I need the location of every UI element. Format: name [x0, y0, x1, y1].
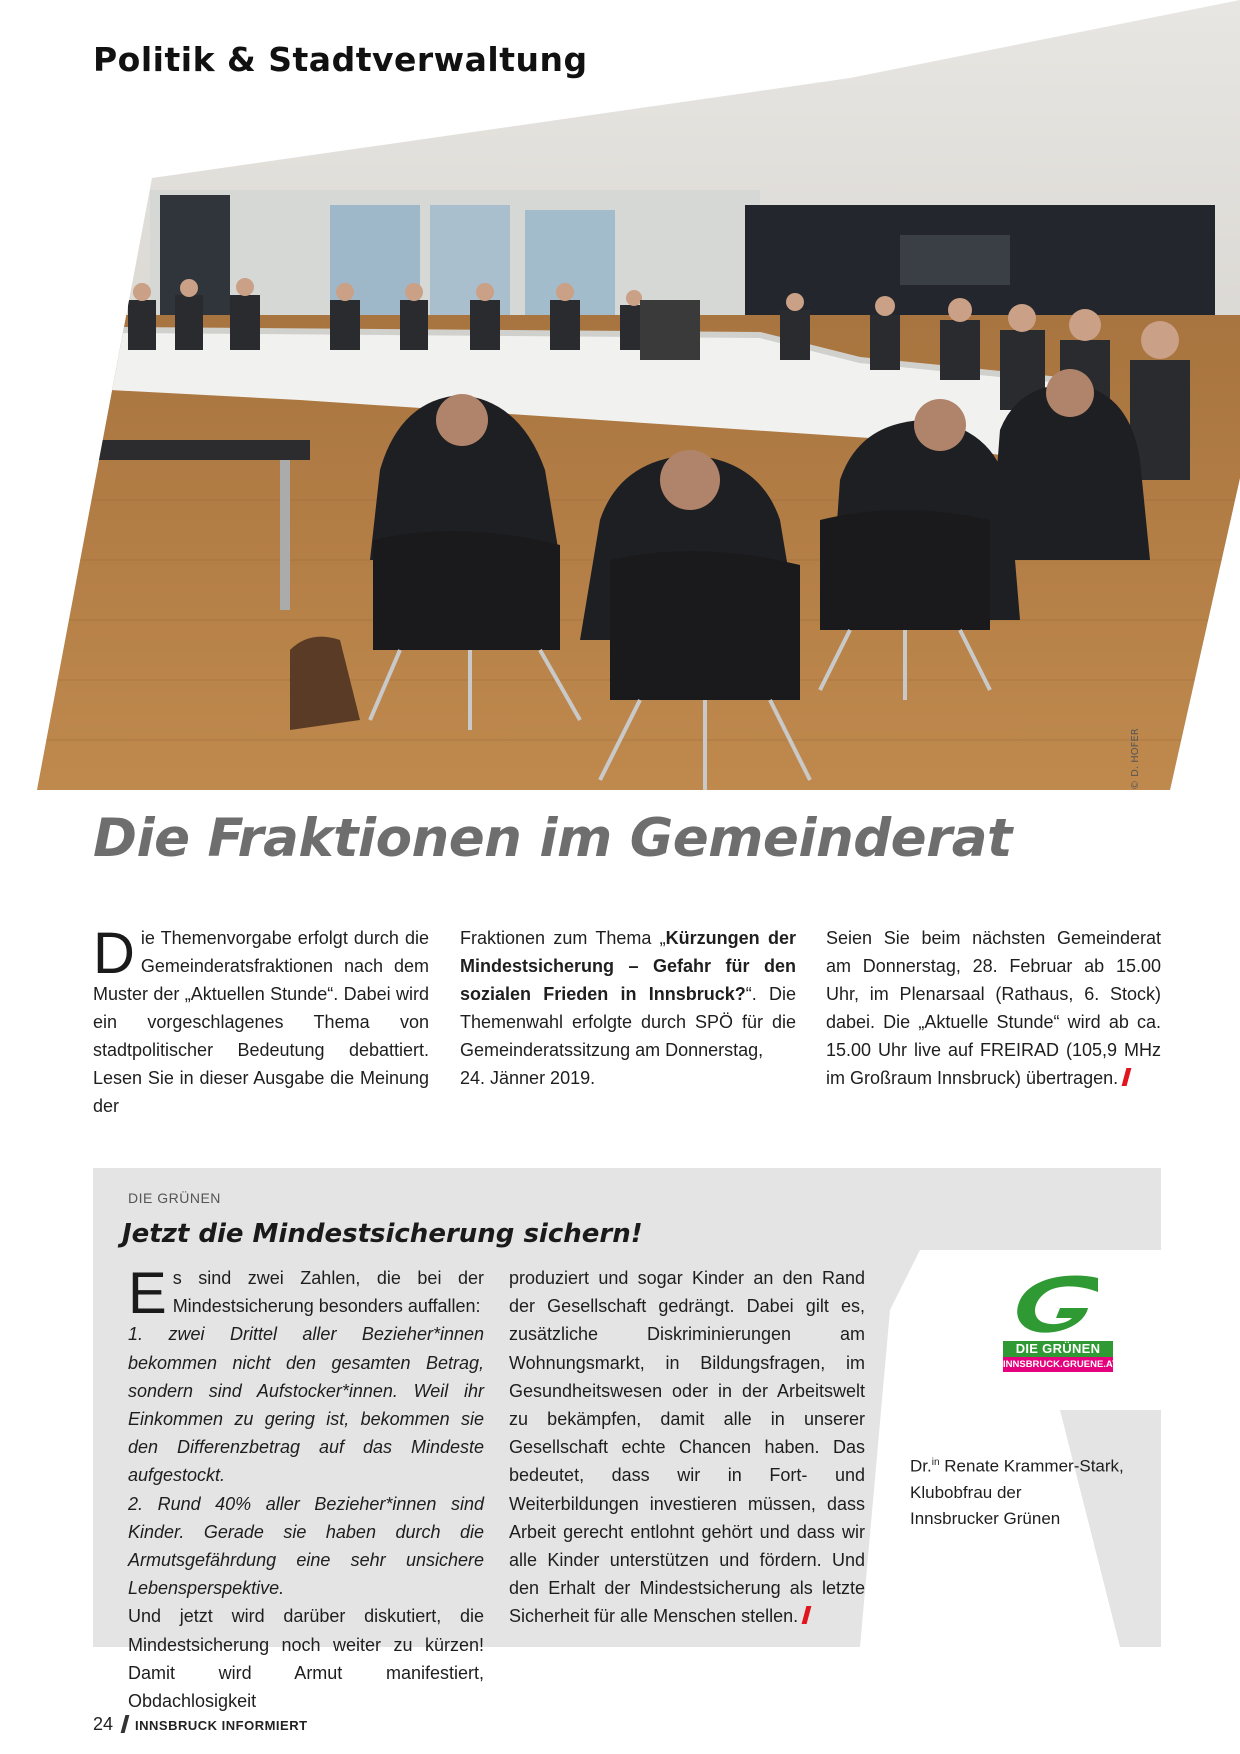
author-org: Innsbrucker Grünen	[910, 1508, 1061, 1528]
footer-slash-icon	[121, 1715, 130, 1733]
column-3-text: Seien Sie beim nächsten Gemeinderat am Donnerstag, 28. Februar ab 15.00 Uhr, im Plenarsaal (Rathaus, 6. Stock) dabei. Die „Aktuelle Stunde“ wird ab ca. 15.00 Uhr live auf FREIRAD (105,9 MHz im Großraum Innsbruck) übertragen.	[826, 928, 1161, 1088]
article-column-2	[460, 924, 796, 1092]
author-role: Klubobfrau der	[910, 1482, 1022, 1502]
logo-url: INNSBRUCK.GRUENE.AT	[1003, 1359, 1118, 1370]
column-2-text-after: “. Die Themenwahl erfolgte durch SPÖ für die Gemeinderatssitzung am Donnerstag,	[460, 984, 796, 1060]
statement-column-1	[128, 1261, 484, 1715]
statement-body-1: Und jetzt wird darüber diskutiert, die Mindestsicherung noch weiter zu kürzen! Damit wird Armut manifestiert, Obdachlosigkeit	[128, 1606, 484, 1712]
author-name: Renate Krammer-Stark,	[939, 1456, 1124, 1476]
dropcap: D	[93, 921, 135, 986]
section-header: Politik & Stadtverwaltung	[93, 40, 588, 79]
author-credit	[910, 1450, 1124, 1532]
statement-point-1: 1. zwei Drittel aller Bezieher*innen bekommen nicht den gesamten Betrag, sondern sind Aufstocker*innen. Weil ihr Einkommen zu gering ist, bekommen sie den Differenzbetrag auf das Mindeste aufgestockt.	[128, 1324, 484, 1486]
council-photo	[0, 0, 1240, 800]
logo-wordmark: DIE GRÜNEN	[1003, 1341, 1113, 1357]
photo-credit: © D. HOFER	[1130, 728, 1141, 790]
column-2-date: 24. Jänner 2019.	[460, 1068, 596, 1088]
statement-dropcap: E	[128, 1261, 167, 1326]
end-mark-icon	[802, 1606, 812, 1624]
column-2-topic: Kürzungen der Mindestsicherung – Gefahr für den sozialen Frieden in Innsbruck?	[460, 928, 796, 1004]
article-headline: Die Fraktionen im Gemeinderat	[93, 808, 1012, 869]
statement-point-2: 2. Rund 40% aller Bezieher*innen sind Kinder. Gerade sie haben durch die Armutsgefährdung eine sehr unsichere Lebensperspektive.	[128, 1493, 484, 1599]
author-title: Dr.	[910, 1456, 932, 1476]
column-1-text: ie Themenvorgabe erfolgt durch die Gemeinderatsfraktionen nach dem Muster der „Aktuellen Stunde“. Dabei wird ein vorgeschlagenes Thema von stadtpolitischer Bedeutung debattiert. Lesen Sie in dieser Ausgabe die Meinung der	[93, 928, 429, 1116]
statement-column-2	[509, 1264, 865, 1631]
publication-name: INNSBRUCK INFORMIERT	[135, 1718, 308, 1733]
column-2-text-before: Fraktionen zum Thema „	[460, 928, 666, 948]
statement-intro: s sind zwei Zahlen, die bei der Mindestsicherung besonders auffallen:	[172, 1268, 484, 1317]
page-footer	[93, 1714, 308, 1735]
statement-title: Jetzt die Mindestsicherung sichern!	[122, 1219, 643, 1249]
page-number: 24	[93, 1714, 114, 1734]
statement-body-2: produziert und sogar Kinder an den Rand der Gesellschaft gedrängt. Dabei gilt es, zusätzliche Diskriminierungen am Wohnungsmarkt, in Bildungsfragen, im Gesundheitswesen oder in der Arbeitswelt zu bekämpfen, damit alle in unserer Gesellschaft echte Chancen haben. Das bedeutet, dass wir in Fort- und Weiterbildungen investieren müssen, dass Arbeit gerecht entlohnt gehört und dass wir alle Kinder unterstützen und fördern. Und den Erhalt der Mindestsicherung als letzte Sicherheit für alle Menschen stellen.	[509, 1268, 865, 1627]
party-label: DIE GRÜNEN	[128, 1190, 221, 1206]
article-column-3	[826, 924, 1161, 1092]
end-mark-icon	[1122, 1068, 1132, 1086]
author-title-suffix: in	[931, 1457, 940, 1468]
article-column-1	[93, 921, 429, 1120]
